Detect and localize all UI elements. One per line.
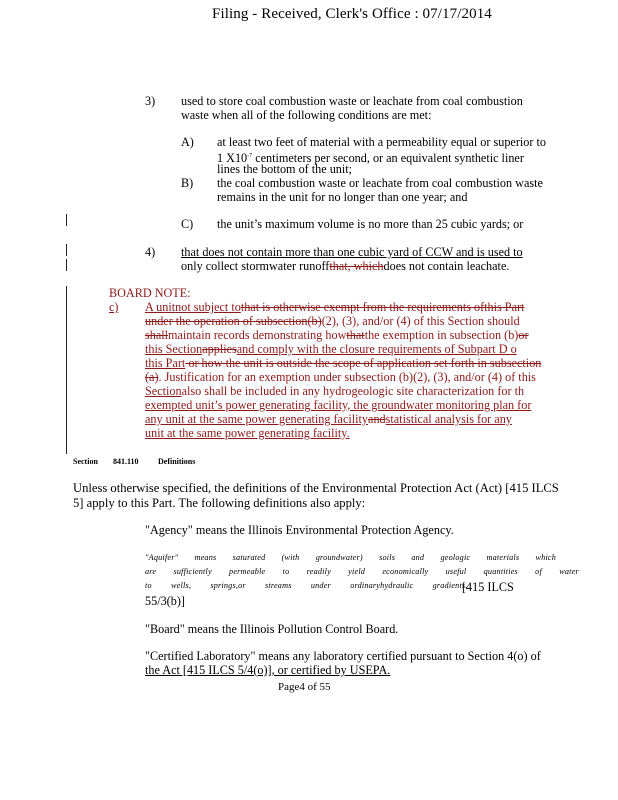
item3-A-line1: at least two feet of material with a permeability equal or superior to [217, 135, 546, 149]
bn-l1d: this Part [484, 300, 525, 314]
def-certified-line1: "Certified Laboratory" means any laboratory certified pursuant to Section 4(o) of [145, 649, 541, 663]
revision-bar [66, 214, 67, 226]
intro-line1: Unless otherwise specified, the definitions of the Environmental Protection Act (Act) [415 ILCS [73, 481, 559, 495]
item4-text-end: does not contain leachate. [383, 259, 510, 273]
item4-text: only collect stormwater runoff [181, 259, 330, 273]
revision-bar [66, 259, 67, 271]
item3-A-line3: lines the bottom of the unit; [217, 162, 353, 176]
bn-l7b: also shall be included in any hydrogeologic site characterization for th [181, 384, 525, 398]
permeability-exponent: -7 [247, 153, 253, 159]
bn-l9b: and [368, 412, 386, 426]
bn-l2c: (2), (3), and/or (4) of this Section should [321, 314, 520, 328]
filing-header: Filing - Received, Clerk's Office : 07/17/2014 [212, 6, 492, 22]
item4-line2 [181, 259, 509, 273]
board-note-line1 [145, 300, 524, 314]
def-aquifer-line3: to wells, springs,or streams under ordinaryhydraulic gradients. [145, 581, 468, 590]
page-number: Page4 of 55 [278, 681, 331, 693]
bn-l4b: applies [202, 342, 237, 356]
def-aquifer-line2: are sufficiently permeable to readily yield economically useful quantities of water [145, 567, 579, 576]
section-label: Section [73, 457, 98, 466]
def-agency: "Agency" means the Illinois Environmental Protection Agency. [145, 523, 454, 537]
revision-bar [66, 244, 67, 256]
item3-B-label: B) [181, 176, 194, 190]
item4-line1: that does not contain more than one cubic yard of CCW and is used to [181, 245, 523, 259]
bn-l5a: this Part [145, 356, 186, 370]
bn-l6c: (2), (3), and/or (4) of this [413, 370, 536, 384]
bn-l9c: statistical analysis for any [385, 412, 512, 426]
bn-l9a: any unit at the same power generating facility [145, 412, 369, 426]
item4-number: 4) [145, 245, 156, 259]
board-note-title: BOARD NOTE: [109, 286, 191, 300]
intro-line2: 5] apply to this Part. The following definitions also apply: [73, 496, 366, 510]
bn-l1c: that is otherwise exempt from the requirements of [240, 300, 485, 314]
board-note-line2 [145, 314, 520, 328]
board-note-line5 [145, 356, 541, 370]
revision-bar [66, 286, 67, 454]
def-certified-line2: the Act [415 ILCS 5/4(o)], or certified by USEPA. [145, 663, 391, 677]
board-note-line10: unit at the same power generating facility. [145, 426, 350, 440]
bn-l3c: that [346, 328, 365, 342]
bn-l2a: under the operation of subsection [145, 314, 308, 328]
item3-C-line1: the unit’s maximum volume is no more than 25 cubic yards; or [217, 217, 524, 231]
item4-struck: that, which [329, 259, 384, 273]
bn-l6b: . Justification for an exemption under subsection (b) [158, 370, 414, 384]
bn-l5b: or how the unit is outside the scope of application set forth in subsection [185, 356, 542, 370]
bn-l4c: and comply with the closure requirements of Subpart D o [236, 342, 517, 356]
bn-l3e: or [518, 328, 529, 342]
permeability-rest: centimeters per second, or an equivalent synthetic liner [252, 151, 524, 166]
board-note-line6 [145, 370, 536, 384]
bn-l6a: (a) [145, 370, 159, 384]
item3-line1: used to store coal combustion waste or leachate from coal combustion [181, 94, 523, 108]
item3-number: 3) [145, 94, 156, 108]
board-note-line8: exempted unit’s power generating facility, the groundwater monitoring plan for [145, 398, 532, 412]
board-note-label: c) [109, 300, 119, 314]
item3-B-line2: remains in the unit for no longer than one year; and [217, 190, 468, 204]
board-note-line7 [145, 384, 524, 398]
item3-line2: waste when all of the following conditions are met: [181, 108, 432, 122]
bn-l3a: shall [145, 328, 169, 342]
permeability-base: 1 X10 [217, 151, 248, 166]
bn-l2b: (b) [307, 314, 322, 328]
bn-l3d: the exemption in subsection (b) [364, 328, 519, 342]
board-note-line4 [145, 342, 517, 356]
section-title: Definitions [158, 457, 196, 466]
bn-l7a: Section [145, 384, 182, 398]
def-aquifer-cite-b: 55/3(b)] [145, 594, 185, 608]
item3-B-line1: the coal combustion waste or leachate from coal combustion waste [217, 176, 543, 190]
def-aquifer-cite-a: [415 ILCS [462, 580, 514, 594]
item3-C-label: C) [181, 217, 194, 231]
bn-l1b: not subject to [175, 300, 241, 314]
bn-l1a: A unit [145, 300, 176, 314]
bn-l4a: this Section [145, 342, 203, 356]
def-board: "Board" means the Illinois Pollution Control Board. [145, 622, 399, 636]
board-note-line9 [145, 412, 512, 426]
bn-l3b: maintain records demonstrating how [168, 328, 347, 342]
item3-A-label: A) [181, 135, 194, 149]
section-number: 841.110 [113, 457, 139, 466]
board-note-line3 [145, 328, 529, 342]
def-aquifer-line1: "Aquifer" means saturated (with groundwater) soils and geologic materials which [145, 553, 557, 562]
